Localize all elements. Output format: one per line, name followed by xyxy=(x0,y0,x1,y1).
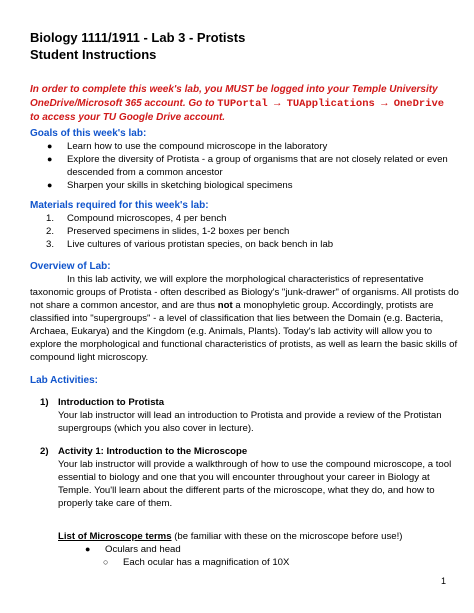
notice-path: TUPortal → TUApplications → OneDrive xyxy=(217,98,445,110)
term-subitem: Each ocular has a magnification of 10X xyxy=(123,557,290,568)
bullet-icon: ● xyxy=(47,180,53,190)
document-subtitle: Student Instructions xyxy=(30,47,157,62)
material-number: 1. xyxy=(46,213,55,224)
activity-text: Temple. You'll learn about the different parts of the microscope, what they do, and how to xyxy=(58,485,435,496)
activity-text: properly take care of them. xyxy=(58,498,173,509)
activity-text: supergroups (which you also cover in lecture). xyxy=(58,423,254,434)
overview-line: taxonomic groups of Protista - often described as Biology's "junk-drawer" of organisms. All protists do xyxy=(30,287,459,298)
login-notice xyxy=(30,83,448,125)
overview-heading: Overview of Lab: xyxy=(30,261,111,272)
activity-text: essential to biology and one that you will encounter throughout your career in Biology at xyxy=(58,472,430,483)
material-item: Preserved specimens in slides, 1-2 boxes per bench xyxy=(67,226,290,237)
goals-heading: Goals of this week's lab: xyxy=(30,128,147,139)
material-item: Live cultures of various protistan species, on back bench in lab xyxy=(67,239,334,250)
goal-item: Sharpen your skills in sketching biological specimens xyxy=(67,180,293,191)
overview-line xyxy=(30,299,434,312)
overview-line: compound light microscopy. xyxy=(30,352,149,363)
activity-number: 1) xyxy=(40,397,49,408)
terms-line xyxy=(58,530,402,543)
materials-heading: Materials required for this week's lab: xyxy=(30,200,209,211)
overview-line: explore the morphological and functional characteristics of protists, as well as learn the basic skills of xyxy=(30,339,458,350)
hollow-bullet-icon: ○ xyxy=(103,557,109,567)
material-item: Compound microscopes, 4 per bench xyxy=(67,213,227,224)
material-number: 3. xyxy=(46,239,55,250)
activity-title: Activity 1: Introduction to the Microscope xyxy=(58,446,248,457)
notice-text-2: to access your TU Google Drive account. xyxy=(30,112,226,123)
page-number: 1 xyxy=(440,576,446,586)
overview-line: classified into "supergroups" - a level of classification that lies between the Domain (e.g. Bacteria, xyxy=(30,313,444,324)
bullet-icon: ● xyxy=(47,154,53,164)
terms-note: (be familiar with these on the microscope before use!) xyxy=(171,531,403,542)
overview-text: a monophyletic group. Accordingly, protists are xyxy=(232,300,434,311)
activity-title: Introduction to Protista xyxy=(58,397,165,408)
material-number: 2. xyxy=(46,226,55,237)
overview-line: Archaea, Eukarya) and the Kingdom (e.g. Animals, Plants). Today's lab activity will allow you to xyxy=(30,326,433,337)
term-item: Oculars and head xyxy=(105,544,181,555)
notice-text-1: In order to complete this week's lab, you MUST be logged into your Temple University OneDrive/Microsoft 365 account. Go to xyxy=(30,84,438,109)
activity-text: Your lab instructor will provide a walkthrough of how to use the compound microscope, a tool xyxy=(58,459,452,470)
bullet-icon: ● xyxy=(85,544,91,554)
bullet-icon: ● xyxy=(47,141,53,151)
terms-title: List of Microscope terms xyxy=(58,531,172,542)
goal-item: Explore the diversity of Protista - a group of organisms that are not closely related or even xyxy=(67,154,448,165)
overview-emphasis: not xyxy=(217,300,233,311)
document-title: Biology 1111/1911 - Lab 3 - Protists xyxy=(30,30,246,45)
overview-text: not share a common ancestor, and are thus xyxy=(30,300,218,311)
goal-item-continuation: descended from a common ancestor xyxy=(67,167,223,178)
goal-item: Learn how to use the compound microscope in the laboratory xyxy=(67,141,328,152)
activities-heading: Lab Activities: xyxy=(30,375,98,386)
activity-number: 2) xyxy=(40,446,49,457)
overview-line: In this lab activity, we will explore the morphological characteristics of representative xyxy=(67,274,424,285)
activity-text: Your lab instructor will lead an introduction to Protista and provide a review of the Protistan xyxy=(58,410,442,421)
